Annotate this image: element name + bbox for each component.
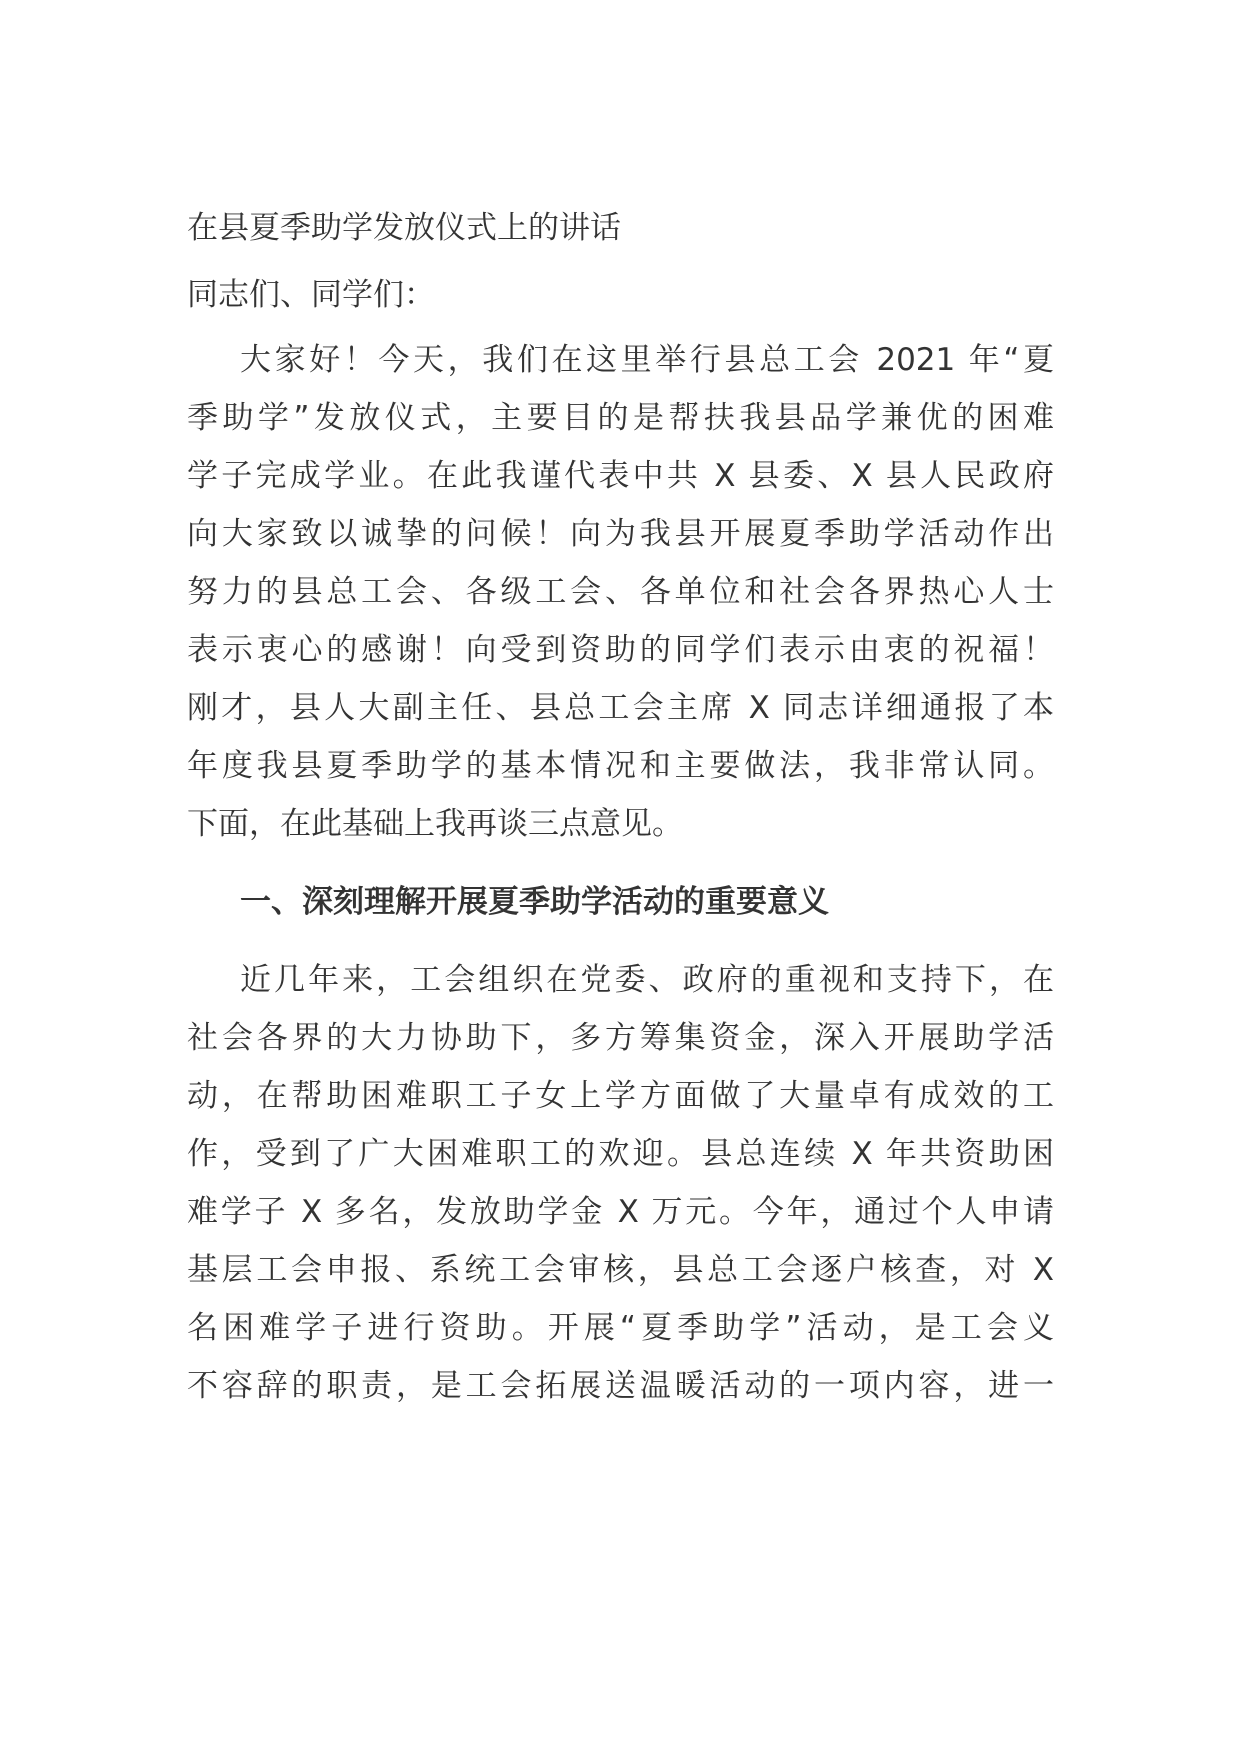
section-heading: 一、深刻理解开展夏季助学活动的重要意义 bbox=[240, 884, 829, 920]
paragraph-line: 难学子 X 多名，发放助学金 X 万元。今年，通过个人申请 bbox=[187, 1194, 1054, 1230]
paragraph-line: 作，受到了广大困难职工的欢迎。县总连续 X 年共资助困 bbox=[187, 1136, 1054, 1172]
paragraph-line: 大家好！今天，我们在这里举行县总工会 2021 年“夏 bbox=[240, 342, 1054, 378]
salutation: 同志们、同学们： bbox=[187, 277, 435, 313]
paragraph-line: 向大家致以诚挚的问候！向为我县开展夏季助学活动作出 bbox=[187, 516, 1054, 552]
paragraph-line: 名困难学子进行资助。开展“夏季助学”活动，是工会义 bbox=[187, 1310, 1054, 1346]
paragraph-line: 表示衷心的感谢！向受到资助的同学们表示由衷的祝福！ bbox=[187, 632, 1054, 668]
paragraph-line: 学子完成学业。在此我谨代表中共 X 县委、X 县人民政府 bbox=[187, 458, 1054, 494]
paragraph-line: 努力的县总工会、各级工会、各单位和社会各界热心人士 bbox=[187, 574, 1054, 610]
paragraph-line: 季助学”发放仪式，主要目的是帮扶我县品学兼优的困难 bbox=[187, 400, 1054, 436]
paragraph-line: 不容辞的职责，是工会拓展送温暖活动的一项内容，进一 bbox=[187, 1368, 1054, 1404]
paragraph-line: 近几年来，工会组织在党委、政府的重视和支持下，在 bbox=[240, 962, 1054, 998]
paragraph-line: 下面，在此基础上我再谈三点意见。 bbox=[187, 806, 683, 842]
paragraph-line: 刚才，县人大副主任、县总工会主席 X 同志详细通报了本 bbox=[187, 690, 1054, 726]
paragraph-line: 年度我县夏季助学的基本情况和主要做法，我非常认同。 bbox=[187, 748, 1054, 784]
document-title: 在县夏季助学发放仪式上的讲话 bbox=[187, 210, 621, 246]
paragraph-line: 社会各界的大力协助下，多方筹集资金，深入开展助学活 bbox=[187, 1020, 1054, 1056]
paragraph-line: 基层工会申报、系统工会审核，县总工会逐户核查，对 X bbox=[187, 1252, 1054, 1288]
paragraph-line: 动，在帮助困难职工子女上学方面做了大量卓有成效的工 bbox=[187, 1078, 1054, 1114]
